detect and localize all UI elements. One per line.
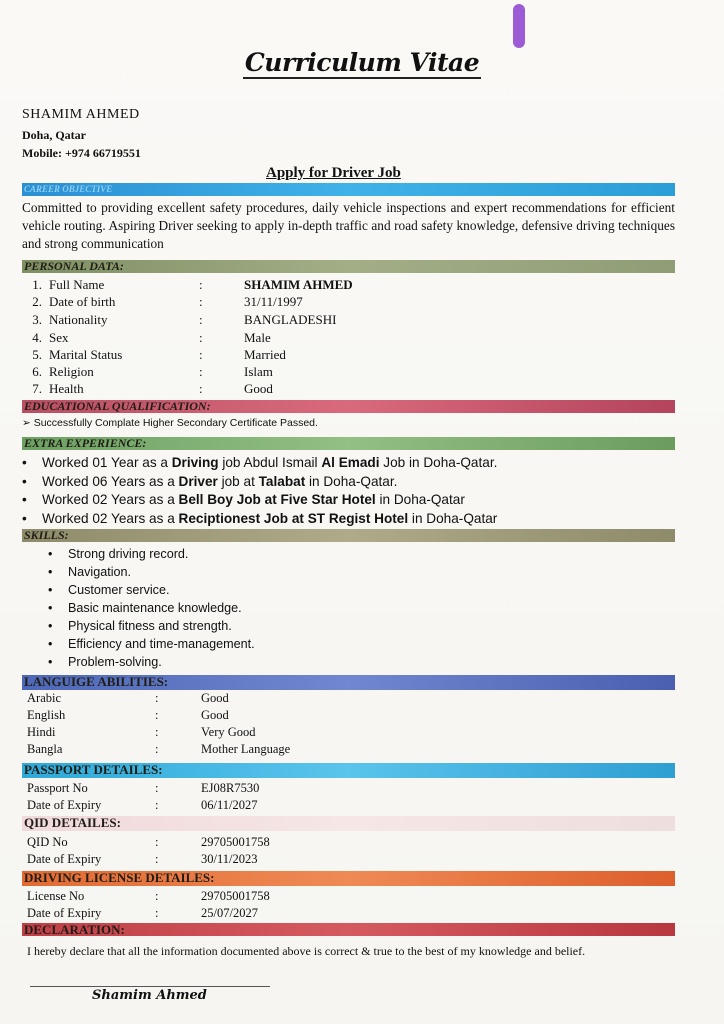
education-item: ➢ Successfully Complate Higher Secondary Certificate Passed. (22, 417, 318, 429)
experience-text: in Doha-Qatar (375, 492, 465, 507)
bullet-icon: • (48, 637, 53, 651)
row-colon: : (155, 906, 159, 920)
row-colon: : (155, 691, 159, 705)
list-item (48, 563, 255, 581)
row-colon: : (155, 852, 159, 866)
row-number: 2. (32, 294, 42, 309)
section-qid: QID DETAILES: (22, 816, 675, 831)
personal-row (24, 277, 424, 294)
row-value: BANGLADESHI (244, 312, 337, 327)
skill-text: Problem-solving. (68, 655, 162, 669)
experience-text: Worked 06 Years as a (42, 473, 179, 489)
row-value: Good (201, 691, 229, 705)
row-colon: : (199, 312, 203, 327)
row-colon: : (155, 742, 159, 756)
experience-text: in Doha-Qatar (408, 510, 498, 526)
row-label: Religion (49, 364, 94, 379)
list-item (48, 599, 255, 617)
list-item (48, 581, 255, 599)
row-label: Passport No (27, 781, 88, 795)
row-colon: : (155, 781, 159, 795)
row-colon: : (155, 835, 159, 849)
experience-bold: Al Emadi (321, 455, 380, 470)
personal-row (24, 347, 424, 364)
experience-bold: Bell Boy Job at Five Star Hotel (178, 492, 376, 507)
bullet-icon: • (22, 473, 27, 489)
signature-line (30, 986, 270, 987)
section-skills: SKILLS: (22, 529, 675, 542)
bullet-icon: • (48, 583, 53, 597)
row-label: Bangla (27, 742, 63, 756)
row-value: 25/07/2027 (201, 906, 258, 920)
experience-bold: Driver (178, 473, 218, 489)
passport-row (27, 781, 427, 798)
row-value: 30/11/2023 (201, 852, 258, 866)
row-label: License No (27, 889, 85, 903)
section-career-objective: CAREER OBJECTIVE (22, 183, 675, 196)
personal-row (24, 330, 424, 347)
header-city: Doha, Qatar (22, 128, 86, 142)
experience-bold: Talabat (258, 473, 306, 489)
declaration-text: I hereby declare that all the information documented above is correct & true to the best of my knowledge and belief. (27, 944, 586, 958)
skill-text: Basic maintenance knowledge. (68, 601, 242, 615)
experience-text: job at (217, 473, 259, 489)
objective-text: Committed to providing excellent safety procedures, daily vehicle inspections and expert recommendations for efficient vehicle routing. Aspiring Driver seeking to apply in-depth traffic and road safety knowledge, defensive driving techniques and strong communication (22, 200, 675, 251)
row-label: Hindi (27, 725, 56, 739)
header-mobile: Mobile: +974 66719551 (22, 146, 141, 160)
row-colon: : (155, 798, 159, 812)
section-declaration: DECLARATION: (22, 923, 675, 936)
row-value: Islam (244, 364, 273, 379)
row-value: Good (201, 708, 229, 722)
list-item (48, 545, 255, 563)
bullet-icon: • (48, 655, 53, 669)
language-row (27, 742, 427, 759)
skill-text: Navigation. (68, 565, 132, 579)
list-item (22, 454, 497, 473)
row-label: English (27, 708, 66, 722)
row-colon: : (199, 381, 203, 396)
experience-text: Worked 02 Years as a (42, 492, 179, 507)
row-label: Nationality (49, 312, 108, 327)
header-name: SHAMIM AHMED (22, 107, 140, 122)
bullet-icon: • (22, 510, 27, 526)
bullet-icon: • (22, 455, 27, 470)
list-item (22, 510, 497, 529)
row-value: 06/11/2027 (201, 798, 258, 812)
row-value: EJ08R7530 (201, 781, 260, 795)
apply-title: Apply for Driver Job (266, 165, 401, 181)
skills-list (48, 545, 255, 671)
personal-row (24, 364, 424, 381)
skill-text: Physical fitness and strength. (68, 619, 232, 633)
row-colon: : (199, 277, 203, 292)
experience-text: Worked 02 Years as a (42, 510, 179, 526)
document-title: Curriculum Vitae (244, 48, 480, 77)
bullet-icon: • (48, 619, 53, 633)
row-number: 5. (32, 347, 42, 362)
row-colon: : (199, 330, 203, 345)
signature: Shamim Ahmed (92, 988, 207, 1003)
row-label: Health (49, 381, 84, 396)
row-label: Sex (49, 330, 69, 345)
license-row (27, 889, 427, 906)
list-item (48, 653, 255, 671)
experience-text: job Abdul Ismail (218, 455, 322, 470)
language-row (27, 725, 427, 742)
row-label: Date of birth (49, 294, 116, 309)
row-value: Mother Language (201, 742, 291, 756)
skill-text: Efficiency and time-management. (68, 637, 255, 651)
row-value: Good (244, 381, 273, 396)
language-row (27, 691, 427, 708)
section-personal-data: PERSONAL DATA: (22, 260, 675, 273)
bullet-icon: • (48, 565, 53, 579)
row-value: Very Good (201, 725, 256, 739)
row-value: 29705001758 (201, 835, 270, 849)
list-item (48, 635, 255, 653)
row-colon: : (199, 364, 203, 379)
personal-row (24, 381, 424, 398)
section-extra-experience: EXTRA EXPERIENCE: (22, 437, 675, 450)
list-item (22, 473, 497, 492)
experience-bold: Driving (171, 455, 219, 470)
row-colon: : (155, 708, 159, 722)
experience-list (22, 454, 497, 528)
row-colon: : (199, 347, 203, 362)
section-driving-license: DRIVING LICENSE DETAILES: (22, 871, 675, 886)
row-colon: : (155, 889, 159, 903)
passport-row (27, 798, 427, 815)
row-label: QID No (27, 835, 68, 849)
experience-text: in Doha-Qatar. (305, 473, 398, 489)
experience-bold: Reciptionest Job at ST Regist Hotel (178, 510, 409, 526)
section-passport: PASSPORT DETAILES: (22, 763, 675, 778)
license-row (27, 906, 427, 923)
experience-text: Job in Doha-Qatar. (379, 455, 498, 470)
row-value: 31/11/1997 (244, 294, 303, 309)
qid-row (27, 835, 427, 852)
row-value: 29705001758 (201, 889, 270, 903)
experience-text: Worked 01 Year as a (42, 455, 172, 470)
pen-mark (513, 4, 525, 48)
list-item (22, 491, 497, 510)
qid-row (27, 852, 427, 869)
section-education: EDUCATIONAL QUALIFICATION: (22, 400, 675, 413)
row-number: 4. (32, 330, 42, 345)
personal-row (24, 312, 424, 329)
row-number: 6. (32, 364, 42, 379)
section-languages: LANGUIGE ABILITIES: (22, 675, 675, 690)
row-label: Arabic (27, 691, 62, 705)
row-label: Date of Expiry (27, 852, 102, 866)
skill-text: Customer service. (68, 583, 170, 597)
skill-text: Strong driving record. (68, 547, 189, 561)
bullet-icon: • (48, 547, 53, 561)
row-colon: : (199, 294, 203, 309)
row-value: Married (244, 347, 286, 362)
row-label: Marital Status (49, 347, 123, 362)
row-number: 7. (32, 381, 42, 396)
list-item (48, 617, 255, 635)
row-number: 1. (32, 277, 42, 292)
personal-row (24, 294, 424, 311)
row-value: SHAMIM AHMED (244, 277, 353, 292)
row-value: Male (244, 330, 271, 345)
language-row (27, 708, 427, 725)
row-number: 3. (32, 312, 42, 327)
bullet-icon: • (48, 601, 53, 615)
bullet-icon: • (22, 492, 27, 507)
row-colon: : (155, 725, 159, 739)
row-label: Date of Expiry (27, 906, 102, 920)
row-label: Date of Expiry (27, 798, 102, 812)
row-label: Full Name (49, 277, 105, 292)
